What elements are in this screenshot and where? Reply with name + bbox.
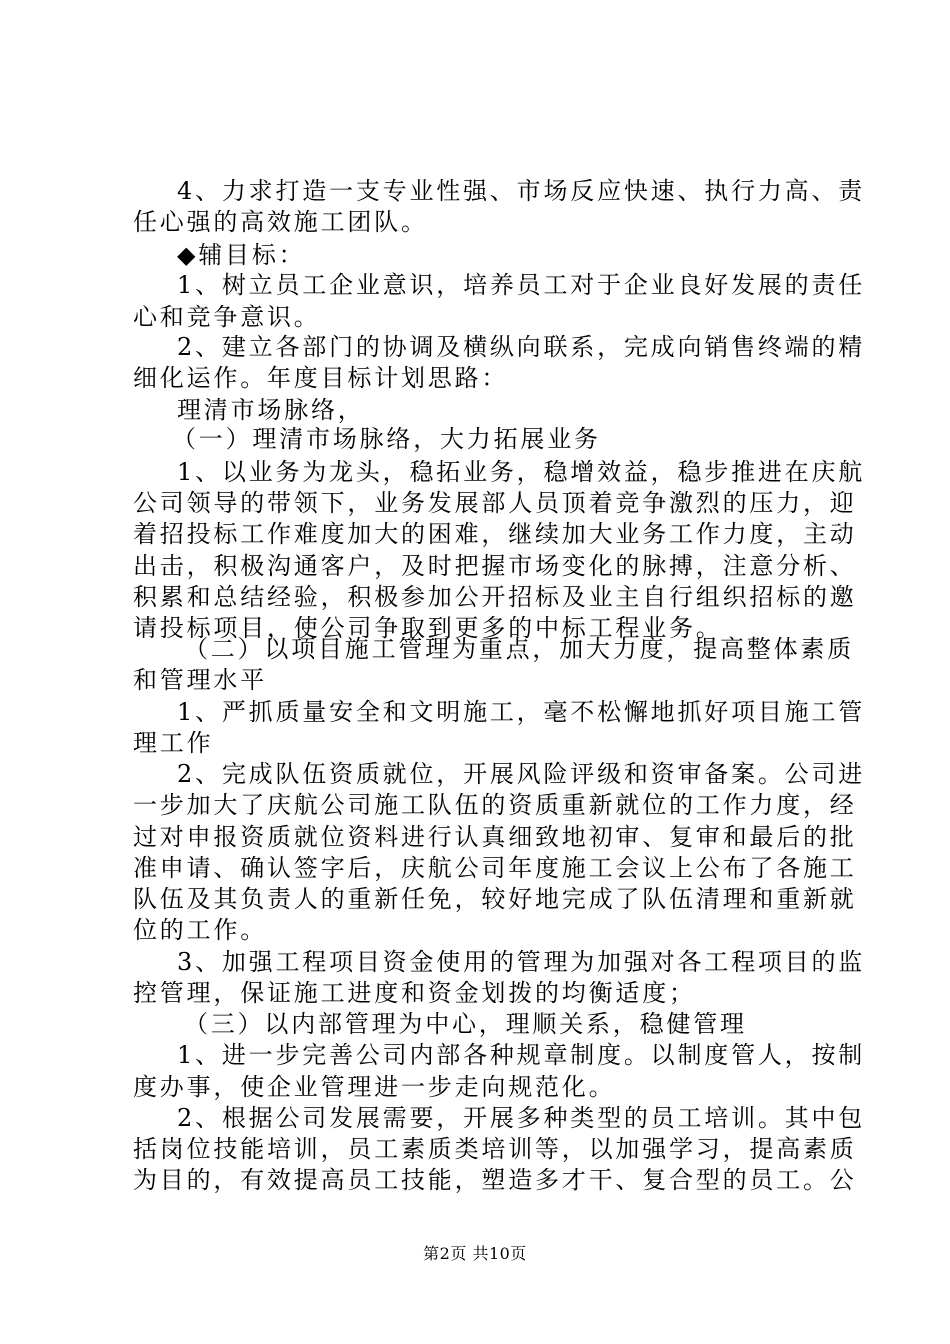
paragraph-line: 度办事，使企业管理进一步走向规范化。 [133, 1073, 616, 1101]
paragraph-line: 为目的，有效提高员工技能，塑造多才干、复合型的员工。公 [133, 1166, 857, 1194]
paragraph-line: 1、进一步完善公司内部各种规章制度。以制度管人，按制 [177, 1041, 866, 1069]
section-heading: （一）理清市场脉络，大力拓展业务 [172, 425, 601, 453]
paragraph-line: 请投标项目，使公司争取到更多的中标工程业务。 [133, 614, 723, 642]
paragraph-line: 4、力求打造一支专业性强、市场反应快速、执行力高、责 [177, 177, 866, 205]
paragraph-line: 控管理，保证施工进度和资金划拨的均衡适度； [133, 979, 696, 1007]
paragraph-line: 积累和总结经验，积极参加公开招标及业主自行组织招标的邀 [133, 583, 857, 611]
paragraph-line: 2、建立各部门的协调及横纵向联系，完成向销售终端的精 [177, 333, 866, 361]
paragraph-line: 过对申报资质就位资料进行认真细致地初审、复审和最后的批 [133, 823, 857, 851]
paragraph-line: 1、以业务为龙头，稳拓业务，稳增效益，稳步推进在庆航 [177, 458, 866, 486]
paragraph-line: 细化运作。年度目标计划思路： [133, 364, 509, 392]
paragraph-line: 2、根据公司发展需要，开展多种类型的员工培训。其中包 [177, 1104, 866, 1132]
paragraph-line: 3、加强工程项目资金使用的管理为加强对各工程项目的监 [177, 948, 866, 976]
paragraph-line: 位的工作。 [133, 916, 267, 944]
paragraph-line: 心和竞争意识。 [133, 303, 321, 331]
paragraph-line: 队伍及其负责人的重新任免，较好地完成了队伍清理和重新就 [133, 885, 857, 913]
section-heading: （二）以项目施工管理为重点，加大力度，提高整体素质 [184, 635, 854, 663]
paragraph-line: 理工作 [133, 729, 214, 757]
paragraph-line: ◆辅目标： [177, 241, 306, 269]
section-heading: 和管理水平 [133, 666, 267, 694]
paragraph-line: 2、完成队伍资质就位，开展风险评级和资审备案。公司进 [177, 760, 866, 788]
paragraph-line: 一步加大了庆航公司施工队伍的资质重新就位的工作力度，经 [133, 791, 857, 819]
paragraph-line: 准申请、确认签字后，庆航公司年度施工会议上公布了各施工 [133, 854, 857, 882]
paragraph-line: 括岗位技能培训，员工素质类培训等，以加强学习，提高素质 [133, 1135, 857, 1163]
page-number-footer: 第2页 共10页 [423, 1244, 527, 1263]
paragraph-line: 公司领导的带领下，业务发展部人员顶着竞争激烈的压力，迎 [133, 489, 857, 517]
paragraph-line: 着招投标工作难度加大的困难，继续加大业务工作力度，主动 [133, 520, 857, 548]
paragraph-line: 1、树立员工企业意识，培养员工对于企业良好发展的责任 [177, 271, 866, 299]
section-heading: （三）以内部管理为中心，理顺关系，稳健管理 [184, 1010, 747, 1038]
paragraph-line: 1、严抓质量安全和文明施工，毫不松懈地抓好项目施工管 [177, 698, 866, 726]
paragraph-line: 理清市场脉络， [177, 396, 365, 424]
paragraph-line: 出击，积极沟通客户，及时把握市场变化的脉搏，注意分析、 [133, 552, 857, 580]
paragraph-line: 任心强的高效施工团队。 [133, 208, 428, 236]
